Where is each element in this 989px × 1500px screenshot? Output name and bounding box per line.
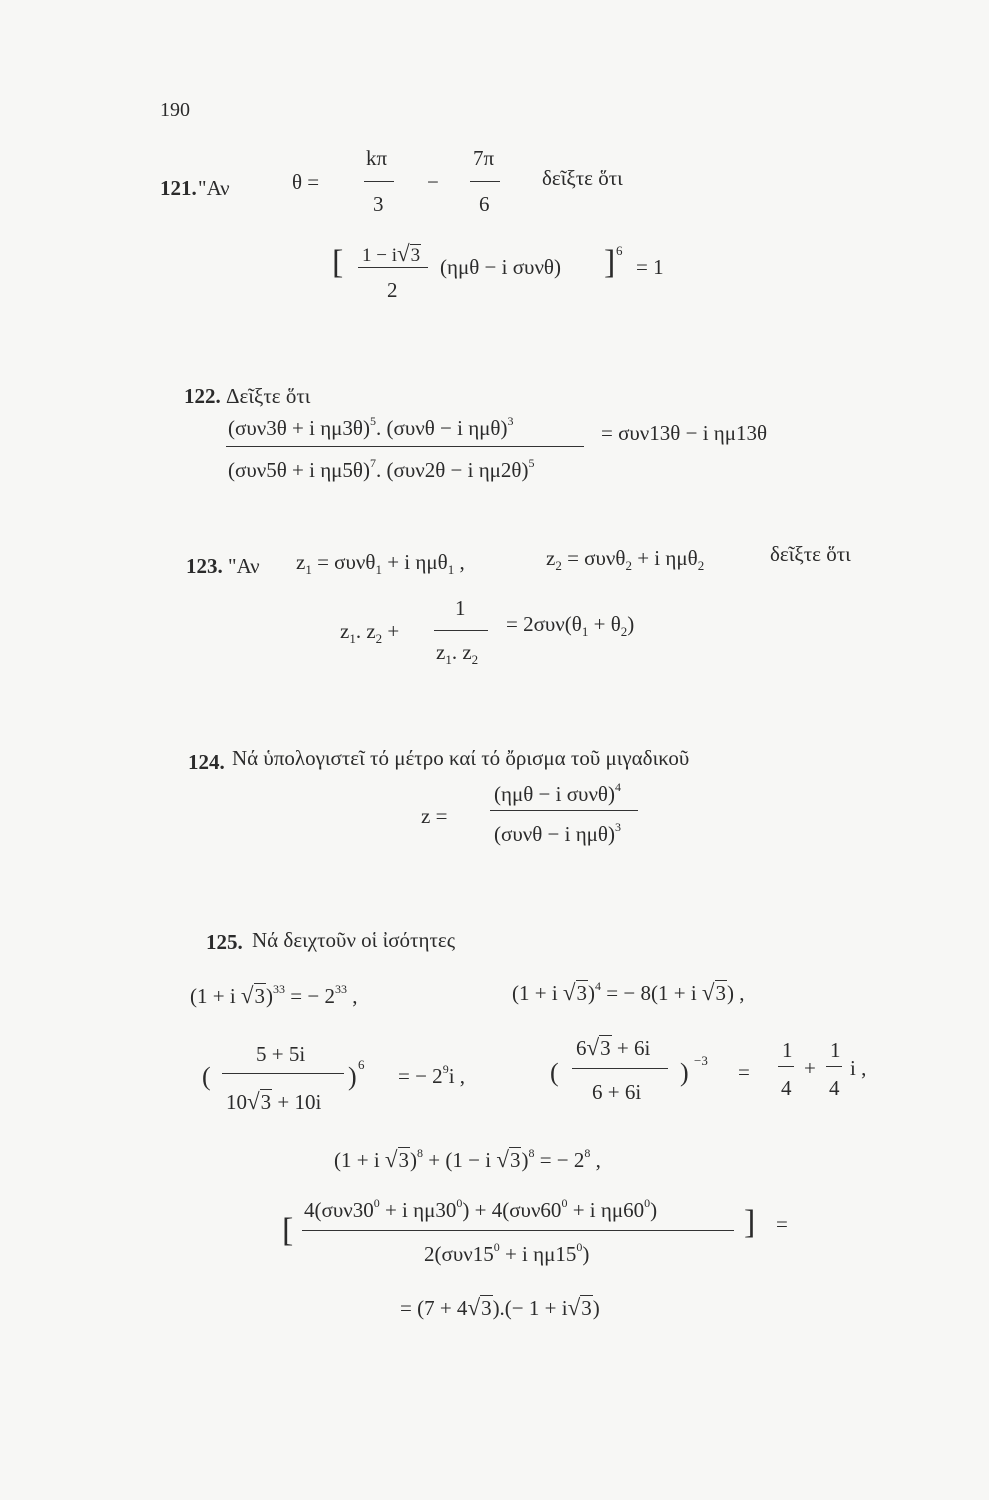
minus-sign: − — [427, 170, 439, 194]
close-paren: ) — [680, 1058, 689, 1087]
equals-sign: = — [776, 1212, 788, 1236]
expression-body: (ημθ − i συνθ) — [440, 255, 561, 279]
open-paren: ( — [202, 1062, 211, 1091]
fraction-numerator: $4(\sigma\upsilon\nu 30^0 + i$ $\eta\mu 30^0) + 4(\sigma\upsilon\nu 60^0 + i$ $\eta\mu 60^0$) — [304, 1196, 658, 1222]
fraction-numerator: 1 — [455, 596, 466, 620]
fraction-bar — [490, 810, 638, 811]
fraction-bar — [302, 1230, 734, 1231]
close-paren: ) — [348, 1062, 357, 1091]
identity-2: (1 + i √3)$^4$ = − 8(1 + i √3) , — [512, 979, 745, 1005]
exponent: −3 — [694, 1053, 708, 1068]
fraction-denominator: $2(\sigma\upsilon\nu 15^0 + i$ $\eta\mu 15^0$) — [424, 1240, 590, 1266]
problem-label: 125. — [206, 930, 243, 954]
identity-5: (1 + i √3)$^8$ + (1 − i √3)$^8$ = − $2^8$ , — [334, 1146, 601, 1172]
fraction-numerator: 5 + 5i — [256, 1042, 306, 1066]
fraction-bar — [226, 446, 584, 447]
problem-statement: Νά ὑπολογιστεῖ τό μέτρο καί τό ὄρισμα τοῦ μιγαδικοῦ — [232, 746, 690, 770]
problem-statement: Νά δειχτοῦν οἱ ἰσότητες — [252, 928, 456, 952]
identity-1: (1 + i √3)$^{33}$ = − $2^{33}$ , — [190, 982, 358, 1008]
fraction-bar — [222, 1073, 344, 1074]
fraction-denominator: $z_1$. $z_2$ — [436, 640, 479, 667]
right-bracket: ] — [604, 244, 616, 281]
fraction-numerator: 6√3 + 6i — [576, 1035, 651, 1060]
right-hand-side: = συν13θ − i ημ13θ — [601, 421, 768, 445]
z-lhs: z = — [421, 804, 448, 828]
theta-lhs: θ = — [292, 170, 320, 194]
fraction-numerator: (συν3θ + i ημ3θ)$^5$. (συνθ − i ημθ)$^3$ — [228, 414, 514, 440]
equals-sign: = — [738, 1060, 750, 1084]
page-number: 190 — [160, 99, 190, 121]
right-bracket: ] — [744, 1204, 756, 1241]
problem-label: 122. — [184, 384, 221, 408]
plus-sign: + — [804, 1056, 816, 1080]
product-expression: $z_1$. $z_2$ + — [340, 619, 400, 646]
fraction-denominator: 2 — [387, 278, 398, 302]
imaginary-unit: i , — [850, 1056, 867, 1080]
fraction-bar — [826, 1066, 842, 1067]
open-paren: ( — [550, 1058, 559, 1087]
fraction-bar — [572, 1068, 668, 1069]
problem-label: 123. — [186, 554, 223, 578]
show-that-text: δεῖξτε ὅτι — [542, 166, 623, 190]
fraction-bar — [470, 181, 500, 182]
right-hand-side: = $2\sigma\upsilon\nu(\theta_1 + \theta_2)$ — [506, 612, 635, 639]
fraction-denominator: (συν5θ + i ημ5θ)$^7$. (συν2θ − i ημ2θ)$^5$ — [228, 456, 535, 482]
identity-6-result: = (7 + 4√3).(− 1 + i√3) — [400, 1295, 600, 1320]
fraction-denominator: 4 — [829, 1076, 840, 1100]
fraction-numerator: (ημθ − i συνθ)$^4$ — [494, 780, 621, 806]
exponent: 6 — [358, 1057, 365, 1072]
fraction-numerator: 1 — [830, 1038, 841, 1062]
fraction-bar — [778, 1066, 794, 1067]
fraction-denominator: 6 + 6i — [592, 1080, 642, 1104]
intro-word: "Αν — [228, 554, 260, 578]
left-bracket: [ — [282, 1212, 294, 1249]
z1-definition: $z_1 = \sigma\upsilon\nu\theta_1 + i$ ημθ$_1$ , — [296, 550, 465, 577]
identity-3-rhs: = − $2^9i$ , — [398, 1062, 466, 1088]
fraction-bar — [358, 267, 428, 268]
fraction-denominator: 4 — [781, 1076, 792, 1100]
right-hand-side: = 1 — [636, 255, 664, 279]
intro-word: "Αν — [198, 176, 230, 200]
fraction-bar — [434, 630, 488, 631]
problem-statement: Δεῖξτε ὅτι — [226, 384, 311, 408]
fraction-numerator: kπ — [366, 146, 388, 170]
fraction-denominator: 10√3 + 10i — [226, 1089, 322, 1114]
show-that-text: δεῖξτε ὅτι — [770, 542, 851, 566]
fraction-numerator: 7π — [473, 146, 495, 170]
exponent: 6 — [616, 243, 623, 258]
fraction-denominator: (συνθ − i ημθ)$^3$ — [494, 820, 621, 846]
left-bracket: [ — [332, 244, 344, 281]
fraction-bar — [364, 181, 394, 182]
z2-definition: $z_2 = \sigma\upsilon\nu\theta_2 + i$ ημθ$_2$ — [546, 546, 705, 573]
problem-label: 121. — [160, 176, 197, 200]
fraction-denominator: 6 — [479, 192, 490, 216]
fraction-numerator: 1 — [782, 1038, 793, 1062]
fraction-denominator: 3 — [373, 192, 384, 216]
fraction-numerator: 1 − i√3 — [362, 241, 421, 266]
problem-label: 124. — [188, 750, 225, 774]
